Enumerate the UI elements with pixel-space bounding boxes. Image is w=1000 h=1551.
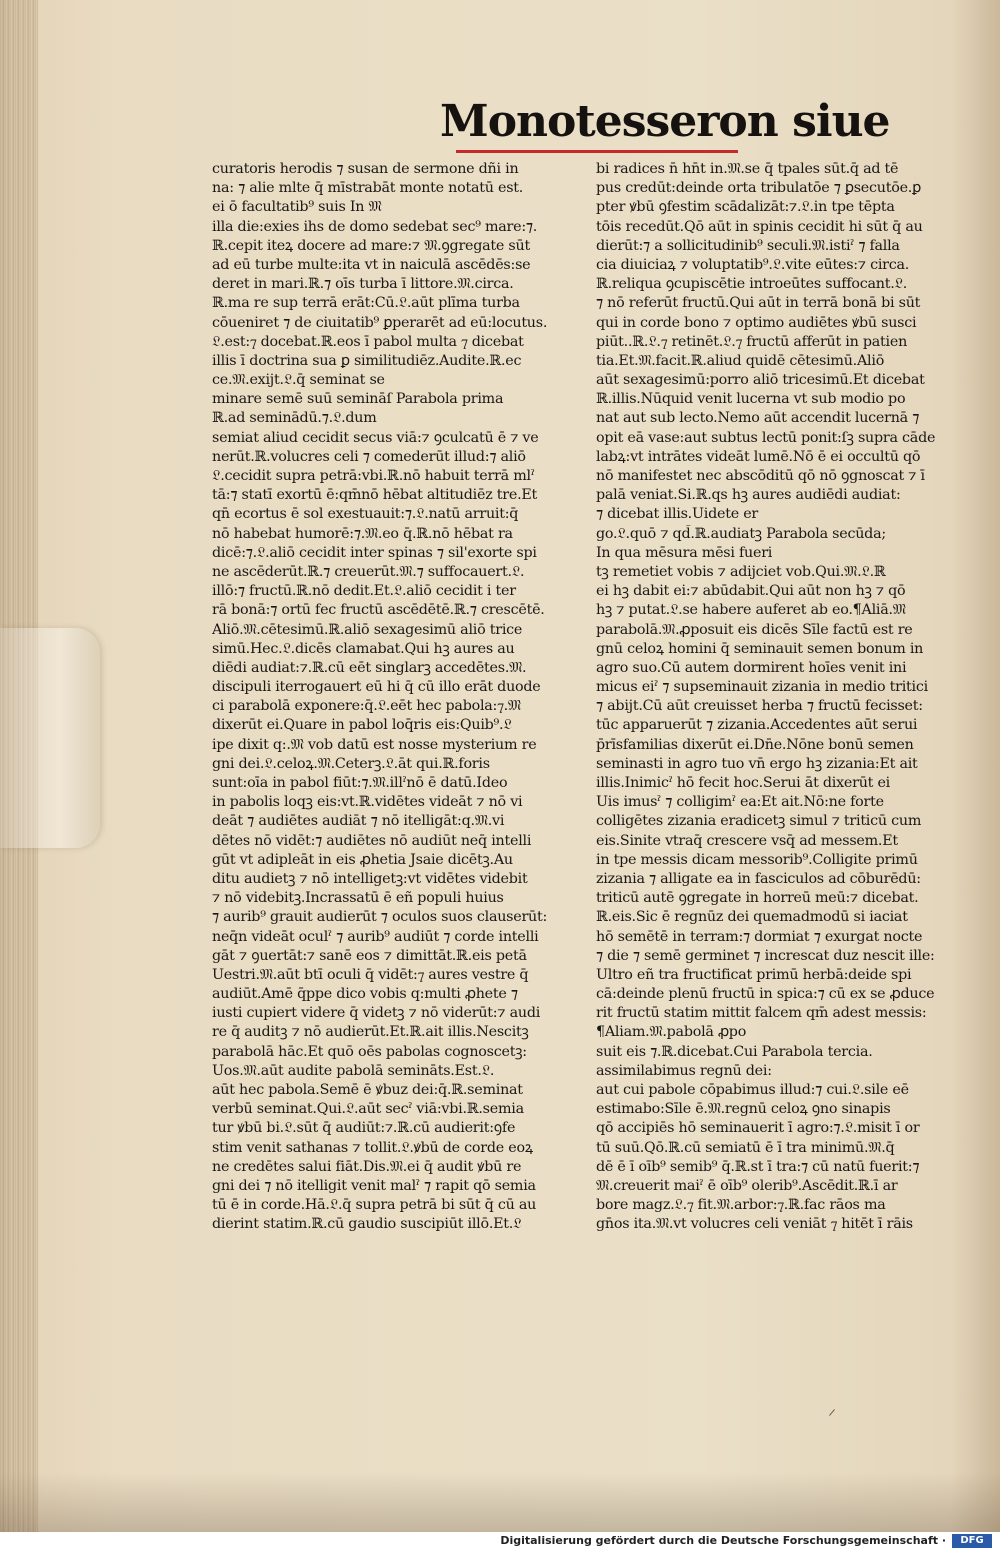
text-line: deret in mari.ℝ.⁊ oīs turba ī littore.𝔐.circa. <box>212 276 514 293</box>
text-line: neq̄n videāt oculˀ ⁊ aurib⁹ audiūt ⁊ corde intelli <box>212 928 539 945</box>
text-line: cia diuiciaꝝ ⁊ voluptatib⁹.𝔏.vite eūtes:⁊ circa. <box>596 256 910 273</box>
text-line: hō semētē in terram:⁊ dormiat ⁊ exurgat nocte <box>596 928 923 945</box>
text-line: zizania ⁊ alligate ea in fasciculos ad cōburēdū: <box>596 870 921 887</box>
text-line: ne credētes salui fiāt.Dis.𝔐.ei q̄ audit ꝟbū re <box>212 1158 522 1175</box>
text-line: ad eū turbe multe:ita vt in naiculā ascēdēs:se <box>212 256 531 273</box>
left-text-column <box>212 160 580 1235</box>
text-line: re q̄ auditꝫ ⁊ nō audierūt.Et.ℝ.ait illis.Nescitꝫ <box>212 1024 529 1041</box>
text-line: In qua mēsura mēsi fueri <box>596 544 773 561</box>
book-clip <box>0 628 100 848</box>
text-line: aut cui pabole cōpabimus illud:⁊ cui.𝔏.sile eē <box>596 1082 909 1098</box>
text-line: na: ⁊ alie mlte q̄ mīstrabāt monte notatū est. <box>212 180 524 197</box>
text-line: ce.𝔐.exijt.𝔏.q̄ seminat se <box>212 372 385 389</box>
text-line: pter ꝟbū ꝯfestim scādalizāt:⁊.𝔏.in tpe tēpta <box>596 199 895 216</box>
text-line: qn̄ ecortus ē sol exestuauit:⁊.𝔏.natū arruit:q̄ <box>212 506 519 523</box>
text-line: dixerūt ei.Quare in pabol loq̄ris eis:Quib⁹.𝔏 <box>212 717 512 734</box>
text-line: in tpe messis dicam messorib⁹.Colligite primū <box>596 851 918 868</box>
text-line: gni dei ⁊ nō itelligit venit malˀ ⁊ rapit qō semia <box>212 1177 536 1194</box>
text-line: seminasti in agro tuo vn̄ ergo hꝫ zizania:Et ait <box>596 755 918 772</box>
text-line: nō habebat humorē:⁊.𝔐.eo q̄.ℝ.nō hēbat ra <box>212 525 513 542</box>
text-line: sunt:oīa in pabol fiūt:⁊.𝔐.illˀnō ē datū.Ideo <box>212 775 508 791</box>
text-line: verbū seminat.Qui.𝔏.aūt secˀ viā:vbi.ℝ.semia <box>212 1101 524 1118</box>
text-line: suit eis ⁊.ℝ.dicebat.Cui Parabola tercia. <box>596 1043 873 1060</box>
text-line: dē ē ī oīb⁹ semib⁹ q̄.ℝ.st ī tra:⁊ cū natū fuerit:⁊ <box>596 1158 920 1175</box>
text-line: illō:⁊ fructū.ℝ.nō dedit.Et.𝔏.aliō cecidit i ter <box>212 583 516 600</box>
footer-bar <box>0 1532 1000 1551</box>
text-line: dicē:⁊.𝔏.aliō cecidit inter spinas ⁊ sil'exorte spi <box>212 544 537 561</box>
text-line: ⁊ die ⁊ semē germinet ⁊ increscat duz nescit ille: <box>596 947 935 964</box>
header-red-rule <box>456 150 738 153</box>
text-line: illa die:exies ihs de domo sedebat sec⁹ mare:⁊. <box>212 218 538 235</box>
text-line: Uos.𝔐.aūt audite pabolā semināts.Est.𝔏. <box>212 1062 495 1079</box>
text-line: gnū celoꝝ homini q̄ seminauit semen bonum in <box>596 640 924 657</box>
text-line: ℝ.eis.Sic ē regnūz dei quemadmodū si iaciat <box>596 909 908 926</box>
text-line: ¶Aliam.𝔐.pabolā ꝓpo <box>596 1024 747 1041</box>
text-line: Ultro eñ tra fructificat primū herbā:deide spi <box>596 966 912 983</box>
text-line: triticū autē ꝯgregate in horreū meū:⁊ dicebat. <box>596 890 919 907</box>
text-line: ℝ.ad seminādū.⁊.𝔏.dum <box>212 410 377 427</box>
text-line: ℝ.ma re sup terrā erāt:Cū.𝔏.aūt plīma turba <box>212 295 520 312</box>
text-line: ci parabolā exponere:q̄.𝔏.eēt hec pabola:⁊.𝔐 <box>212 698 521 715</box>
text-line: Uis imusˀ ⁊ colligimˀ ea:Et ait.Nō:ne forte <box>596 794 884 811</box>
text-line: ⁊ dicebat illis.Uidete er <box>596 506 759 523</box>
text-line: parabolā.𝔐.ꝓposuit eis dicēs Sīle factū est re <box>596 621 913 638</box>
text-line: tūc apparuerūt ⁊ zizania.Accedentes aūt serui <box>596 717 918 734</box>
text-line: 𝔏.est:⁊ docebat.ℝ.eos ī pabol multa ⁊ dicebat <box>212 333 524 350</box>
text-line: qui in corde bono ⁊ optimo audiētes ꝟbū susci <box>596 314 917 331</box>
text-line: colligētes zizania eradicetꝫ simul ⁊ triticū cum <box>596 813 922 830</box>
text-line: ne ascēderūt.ℝ.⁊ creuerūt.𝔐.⁊ suffocauert.𝔏. <box>212 563 525 580</box>
text-line: tōis recedūt.Qō aūt in spinis cecidit hi sūt q̄ au <box>596 218 923 235</box>
text-line: cā:deinde plenū fructū in spica:⁊ cū ex se ꝓduce <box>596 986 935 1003</box>
text-line: palā veniat.Si.ℝ.qs hꝫ aures audiēdi audiat: <box>596 487 901 504</box>
text-line: ei hꝫ dabit ei:⁊ abūdabit.Qui aūt non hꝫ ⁊ qō <box>596 583 906 600</box>
text-line: ⁊ nō referūt fructū.Qui aūt in terrā bonā bi sūt <box>596 295 921 312</box>
text-line: curatoris herodis ⁊ susan de sermone dñi in <box>212 161 519 177</box>
text-line: tꝫ remetiet vobis ⁊ adijciet vob.Qui.𝔐.𝔏.ℝ <box>596 563 886 580</box>
dfg-logo: DFG <box>952 1534 992 1548</box>
text-line: cōueniret ⁊ de ciuitatib⁹ ꝑperarēt ad eū:locutus. <box>212 314 548 331</box>
text-line: opit eā vase:aut subtus lectū ponit:ſꝫ supra cāde <box>596 429 936 446</box>
text-line: deāt ⁊ audiētes audiāt ⁊ nō itelligāt:q.𝔐.vi <box>212 813 505 830</box>
text-line: aūt hec pabola.Semē ē ꝟbuz dei:q̄.ℝ.seminat <box>212 1082 523 1098</box>
text-line: ℝ.illis.Nūquid venit lucerna vt sub modio po <box>596 391 906 408</box>
text-line: agro suo.Cū autem dormirent hoīes venit ini <box>596 659 907 676</box>
text-line: aūt sexagesimū:porro aliō tricesimū.Et dicebat <box>596 372 925 389</box>
text-line: ⁊ abijt.Cū aūt creuisset herba ⁊ fructū fecisset: <box>596 698 923 715</box>
running-header: Monotesseron siue <box>440 96 890 147</box>
text-line: gni dei.𝔏.celoꝝ.𝔐.Ceterꝫ.𝔏.āt qui.ℝ.foris <box>212 755 490 772</box>
text-line: eis.Sinite vtraq̄ crescere vsq̄ ad messem.Et <box>596 832 898 849</box>
margin-mark <box>829 1409 835 1416</box>
text-line: tur ꝟbū bi.𝔏.sūt q̄ audiūt:⁊.ℝ.cū audierit:ꝯfe <box>212 1120 516 1137</box>
text-line: tā:⁊ statī exortū ē:qm̄nō hēbat altitudiēz tre.Et <box>212 487 538 504</box>
text-line: stim venit sathanas ⁊ tollit.𝔏.ꝟbū de corde eoꝝ <box>212 1139 533 1156</box>
text-line: illis.Inimicˀ hō fecit hoc.Serui āt dixerūt ei <box>596 775 890 791</box>
text-line: gn̄os ita.𝔐.vt volucres celi veniāt ⁊ hitēt ī rāis <box>596 1216 913 1233</box>
right-text-column <box>596 160 961 1235</box>
text-line: piūt..ℝ.𝔏.⁊ retinēt.𝔏.⁊ fructū afferūt in patien <box>596 333 908 350</box>
text-line: Aliō.𝔐.cētesimū.ℝ.aliō sexagesimū aliō trice <box>212 621 523 638</box>
text-line: bi radices n̄ hn̄t in.𝔐.se q̄ tpales sūt.q̄ ad tē <box>596 161 899 177</box>
text-line: tū suū.Qō.ℝ.cū semiatū ē ī tra minimū.𝔐.q̄ <box>596 1139 895 1156</box>
text-line: labꝝ:vt intrātes videāt lumē.Nō ē ei occultū qō <box>596 448 921 465</box>
text-line: hꝫ ⁊ putat.𝔏.se habere auferet ab eo.¶Aliā.𝔐 <box>596 602 906 619</box>
text-line: diēdi audiat:⁊.ℝ.cū eēt singlarꝫ accedētes.𝔐. <box>212 659 527 676</box>
text-line: tia.Et.𝔐.facit.ℝ.aliud quidē cētesimū.Aliō <box>596 352 885 369</box>
text-line: pus credūt:deinde orta tribulatōe ⁊ ꝑsecutōe.ꝑ <box>596 180 921 197</box>
text-line: parabolā hāc.Et quō oēs pabolas cognoscetꝫ: <box>212 1043 527 1060</box>
text-line: dierint statim.ℝ.cū gaudio suscipiūt illō.Et.𝔏 <box>212 1216 522 1233</box>
text-line: nerūt.ℝ.volucres celi ⁊ comederūt illud:⁊ aliō <box>212 448 526 465</box>
text-line: assimilabimus regnū dei: <box>596 1062 772 1079</box>
text-line: rit fructū statim mittit falcem qm̄ adest messis: <box>596 1005 927 1022</box>
text-line: micus eiˀ ⁊ supseminauit zizania in medio tritici <box>596 679 928 696</box>
text-line: simū.Hec.𝔏.dicēs clamabat.Qui hꝫ aures au <box>212 640 515 657</box>
text-line: bore magz.𝔏.⁊ fit.𝔐.arbor:⁊.ℝ.fac rāos ma <box>596 1197 886 1214</box>
text-line: discipuli iterrogauert eū hi q̄ cū illo erāt duode <box>212 679 541 696</box>
text-line: audiūt.Amē q̄ppe dico vobis q:multi ꝓhete ⁊ <box>212 986 518 1003</box>
text-line: tū ē in corde.Hā.𝔏.q̄ supra petrā bi sūt q̄ cū au <box>212 1197 537 1214</box>
text-line: ipe dixit q:.𝔐 vob datū est nosse mysterium re <box>212 736 537 753</box>
text-line: rā bonā:⁊ ortū fec fructū ascēdētē.ℝ.⁊ crescētē. <box>212 602 545 619</box>
text-line: illis ī doctrina sua ꝑ similitudiēz.Audite.ℝ.ec <box>212 352 522 369</box>
text-line: p̄rīsfamilias dixerūt ei.Dn̄e.Nōne bonū semen <box>596 736 914 753</box>
text-line: iusti cupiert videre q̄ videtꝫ ⁊ nō viderūt:⁊ audi <box>212 1005 541 1022</box>
text-line: in pabolis loqꝫ eis:vt.ℝ.vidētes videāt ⁊ nō vi <box>212 794 523 811</box>
text-line: ⁊ nō videbitꝫ.Incrassatū ē eñ populi huius <box>212 890 504 907</box>
text-line: 𝔏.cecidit supra petrā:vbi.ℝ.nō habuit terrā mlˀ <box>212 468 535 484</box>
text-line: nat aut sub lecto.Nemo aūt accendit lucernā ⁊ <box>596 410 920 427</box>
text-line: ditu audietꝫ ⁊ nō intelligetꝫ:vt vidētes videbit <box>212 870 528 887</box>
text-line: dētes nō vidēt:⁊ audiētes nō audiūt neq̄ intelli <box>212 832 532 849</box>
text-line: dierūt:⁊ a sollicitudinib⁹ seculi.𝔐.istiˀ ⁊ falla <box>596 237 900 254</box>
text-line: estimabo:Sīle ē.𝔐.regnū celoꝝ ꝯno sinapis <box>596 1101 891 1118</box>
text-line: ei ō facultatib⁹ suis In 𝔐 <box>212 199 382 216</box>
text-line: ℝ.cepit iteꝝ docere ad mare:⁊ 𝔐.ꝯgregate sūt <box>212 237 530 254</box>
text-line: go.𝔏.quō ⁊ qd̄.ℝ.audiatꝫ Parabola secūda; <box>596 525 886 542</box>
text-line: qō accipiēs hō seminauerit ī agro:⁊.𝔏.misit ī or <box>596 1120 920 1137</box>
text-line: semiat aliud cecidit secus viā:⁊ ꝯculcatū ē ⁊ ve <box>212 429 539 446</box>
text-line: nō manifestet nec abscōditū qō nō ꝯgnoscat ⁊ ī <box>596 468 925 484</box>
text-line: ⁊ aurib⁹ grauit audierūt ⁊ oculos suos clauserūt: <box>212 909 548 926</box>
funding-note: Digitalisierung gefördert durch die Deutsche Forschungsgemeinschaft · <box>500 1534 946 1547</box>
text-line: gūt vt adipleāt in eis ꝓhetia Jsaie dicētꝫ.Au <box>212 851 513 868</box>
text-line: minare semē suū semināſ Parabola prima <box>212 391 504 408</box>
text-line: 𝔐.creuerit maiˀ ē oīb⁹ olerib⁹.Ascēdit.ℝ.ī ar <box>596 1177 898 1194</box>
text-line: Uestri.𝔐.aūt btī oculi q̄ vidēt:⁊ aures vestre q̄ <box>212 966 529 983</box>
text-line: gāt ⁊ ꝯuertāt:⁊ sanē eos ⁊ dimittāt.ℝ.eis petā <box>212 947 527 964</box>
page-bottom-shadow <box>0 1472 1000 1532</box>
text-line: ℝ.reliqua ꝯcupiscētie introeūtes suffocant.𝔏. <box>596 276 908 293</box>
